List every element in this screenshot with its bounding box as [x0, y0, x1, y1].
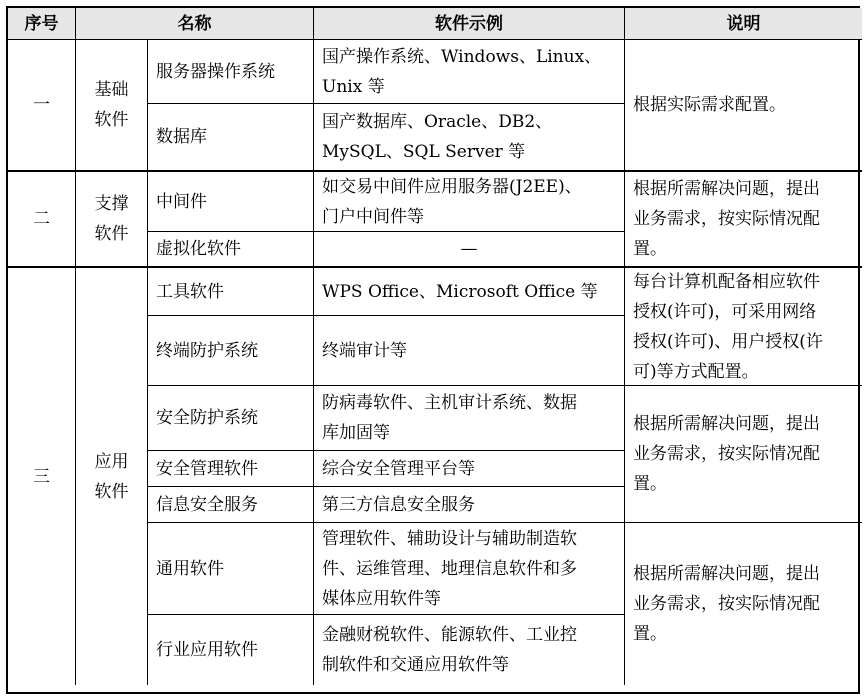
group-note: 根据所需解决问题，提出 业务需求，按实际情况配 置。 — [633, 564, 820, 644]
item-name: 通用软件 — [148, 523, 314, 615]
item-name: 安全防护系统 — [148, 386, 314, 451]
group-note: 根据实际需求配置。 — [625, 40, 862, 172]
item-example: 管理软件、辅助设计与辅助制造软 件、运维管理、地理信息软件和多 媒体应用软件等 — [314, 523, 625, 615]
header-example: 软件示例 — [314, 8, 625, 40]
group-note: 根据所需解决问题，提出 业务需求，按实际情况配 置。 — [625, 386, 862, 523]
item-example: 终端审计等 — [314, 316, 625, 386]
item-example: 国产数据库、Oracle、DB2、 MySQL、SQL Server 等 — [314, 104, 625, 172]
item-example: 第三方信息安全服务 — [314, 487, 625, 523]
item-name: 工具软件 — [148, 268, 314, 316]
group-serial: 一 — [8, 40, 76, 172]
item-name: 中间件 — [148, 172, 314, 232]
header-name: 名称 — [76, 8, 314, 40]
item-example: 金融财税软件、能源软件、工业控 制软件和交通应用软件等 — [314, 615, 625, 685]
item-example: — — [314, 232, 625, 268]
item-name: 信息安全服务 — [148, 487, 314, 523]
group-category: 支撑 软件 — [76, 172, 148, 268]
item-example: 如交易中间件应用服务器(J2EE)、 门户中间件等 — [314, 172, 625, 232]
group-serial: 三 — [8, 268, 76, 685]
header-note: 说明 — [625, 8, 862, 40]
item-example: 综合安全管理平台等 — [314, 451, 625, 487]
item-name: 终端防护系统 — [148, 316, 314, 386]
group-category: 应用 软件 — [76, 268, 148, 685]
item-name: 安全管理软件 — [148, 451, 314, 487]
header-serial: 序号 — [8, 8, 76, 40]
software-config-table — [6, 6, 860, 694]
group-category: 基础 软件 — [76, 40, 148, 172]
item-example: WPS Office、Microsoft Office 等 — [314, 268, 625, 316]
item-name: 数据库 — [148, 104, 314, 172]
group-serial: 二 — [8, 172, 76, 268]
group-note: 每台计算机配备相应软件 授权(许可)，可采用网络 授权(许可)、用户授权(许 可)等方式配置。 — [625, 268, 862, 386]
item-name: 虚拟化软件 — [148, 232, 314, 268]
item-name: 服务器操作系统 — [148, 40, 314, 104]
item-example: 国产操作系统、Windows、Linux、 Unix 等 — [314, 40, 625, 104]
group-note: 根据所需解决问题，提出 业务需求，按实际情况配 置。 — [625, 172, 862, 268]
item-name: 行业应用软件 — [148, 615, 314, 685]
item-example: 防病毒软件、主机审计系统、数据 库加固等 — [314, 386, 625, 451]
